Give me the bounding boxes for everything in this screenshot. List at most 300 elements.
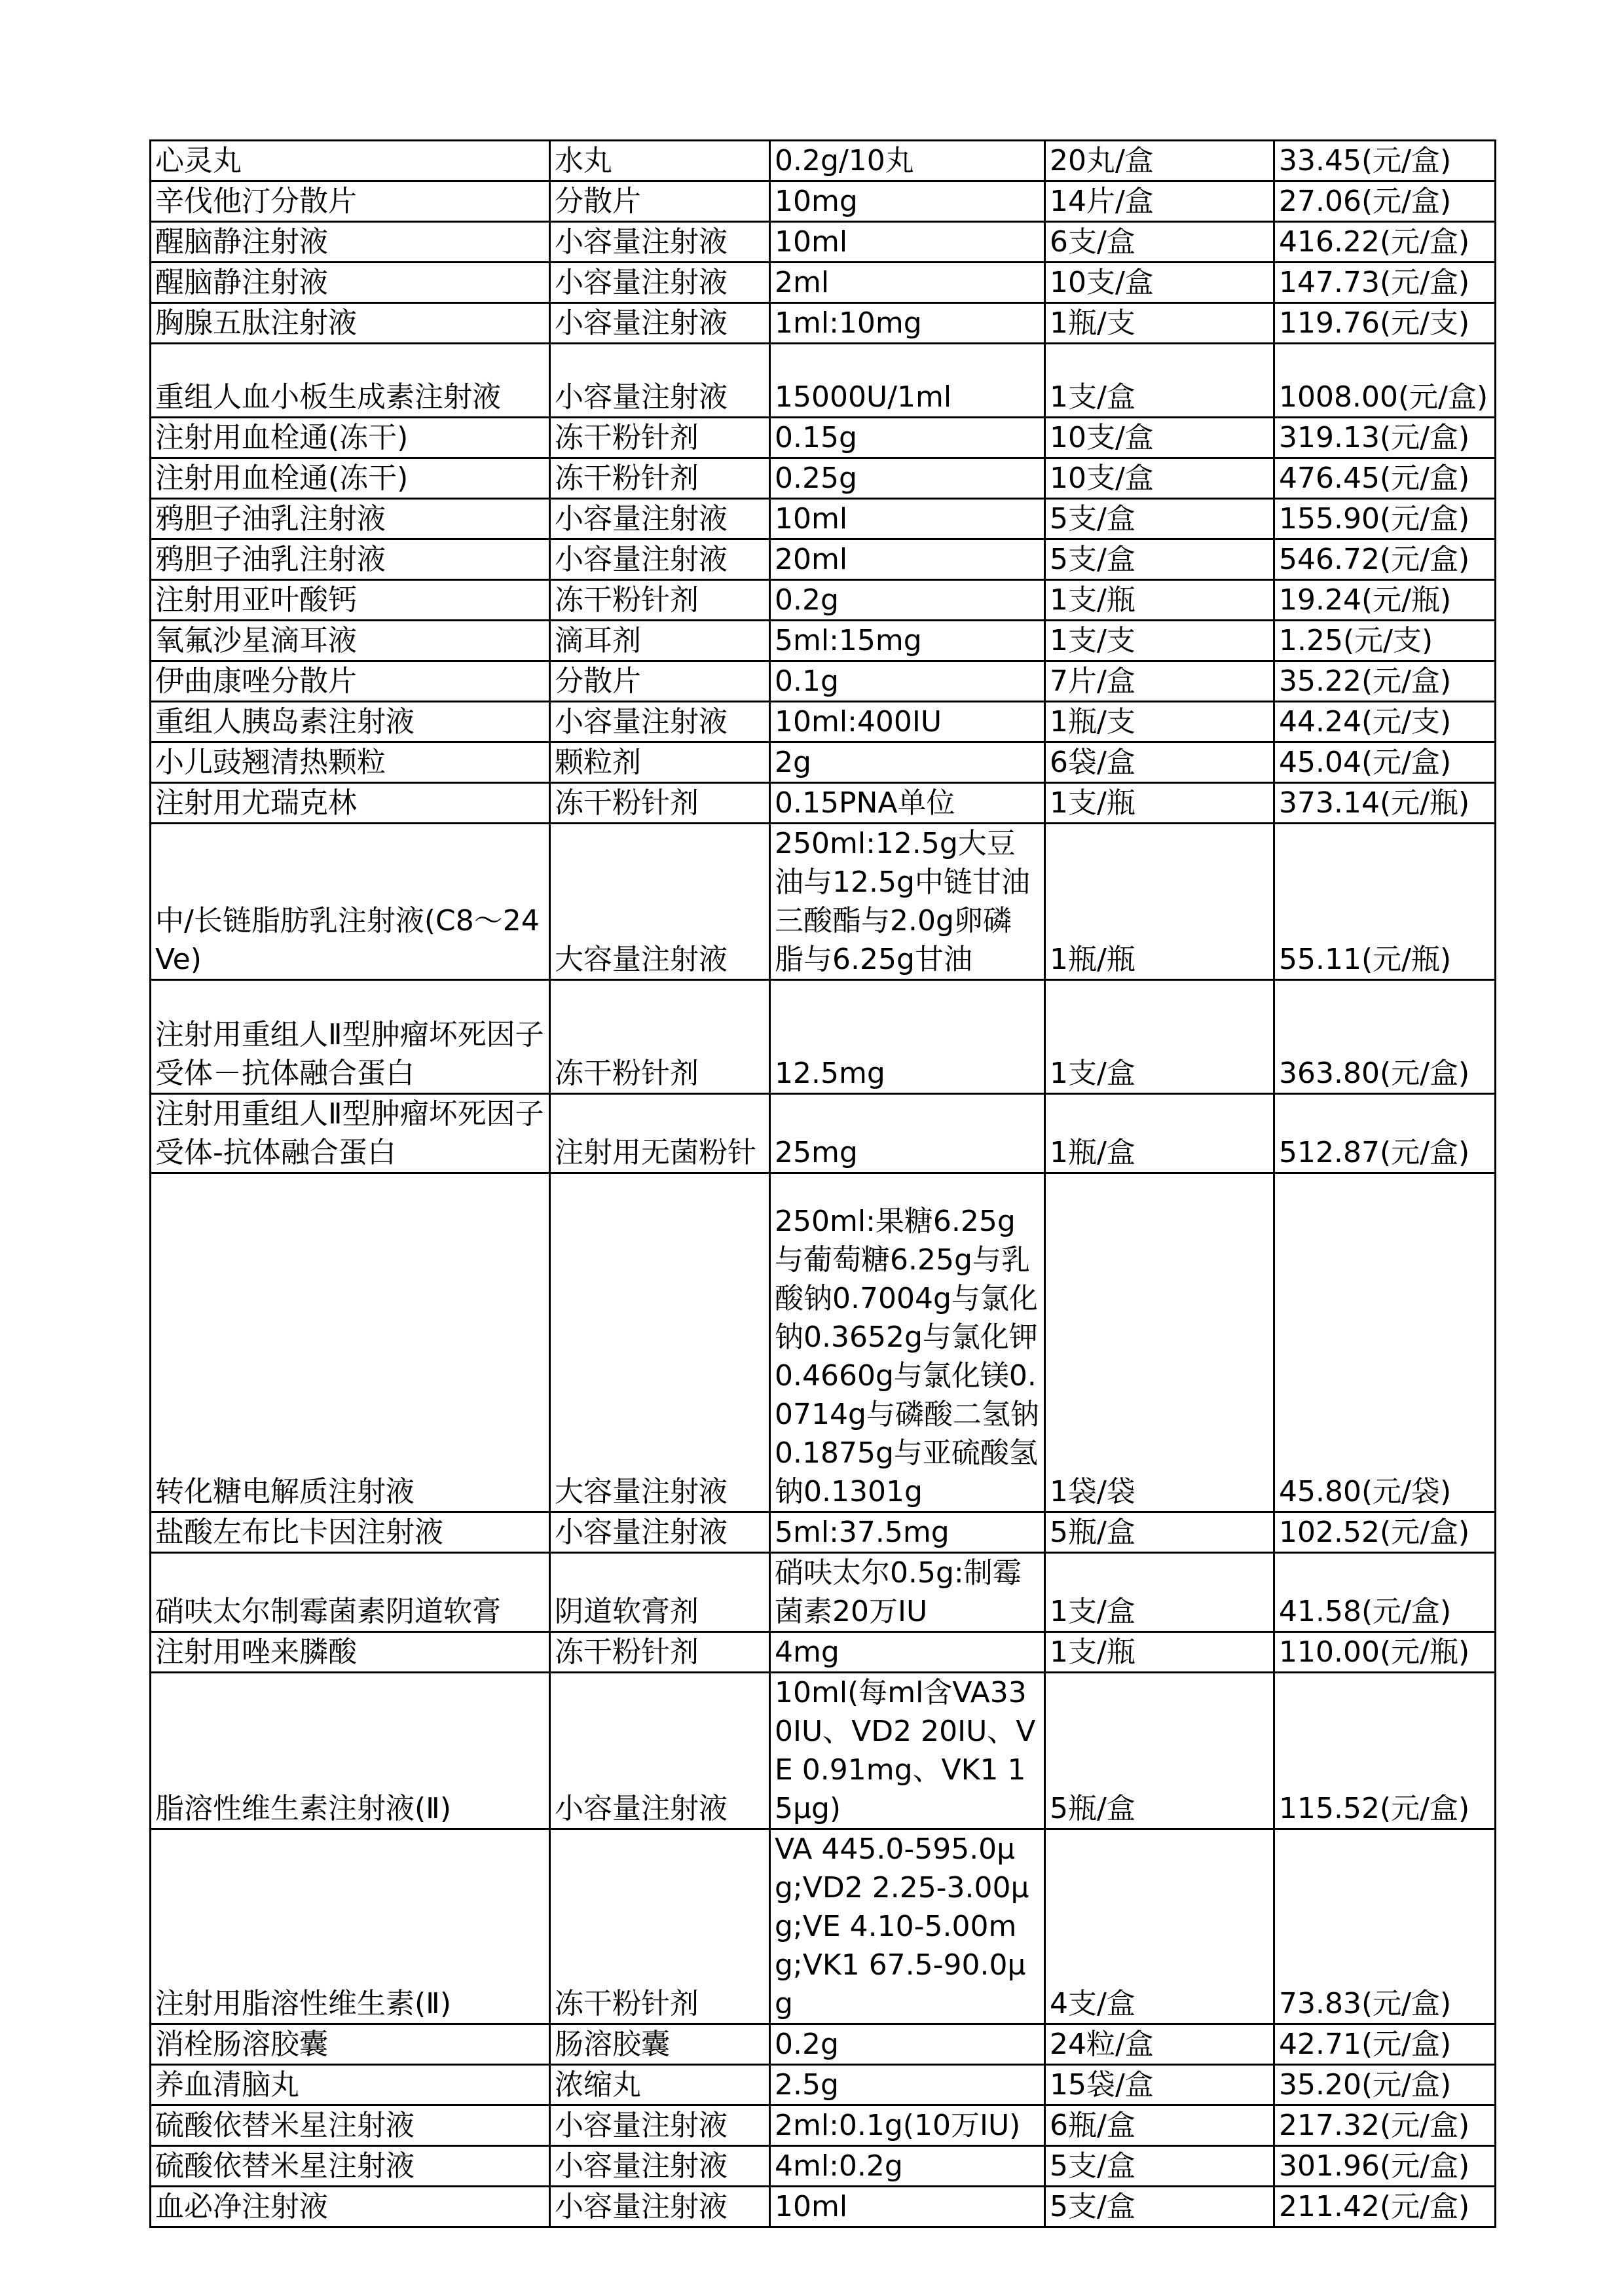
package-cell [1045,499,1274,539]
table-row [151,2187,1496,2227]
dosage-form-cell [550,1553,770,1632]
price-cell [1274,742,1496,783]
specification-cell [770,263,1045,303]
drug-name-cell [151,458,550,499]
drug-name-text: 氧氟沙星滴耳液 [155,624,357,657]
dosage-form-text: 小容量注射液 [555,543,728,576]
specification-cell [770,783,1045,824]
specification-cell [770,980,1045,1094]
specification-cell [770,1173,1045,1512]
price-cell [1274,1632,1496,1673]
package-text: 5瓶/盒 [1050,1516,1135,1549]
drug-name-text: 中/长链脂肪乳注射液(C8～24Ve) [155,904,540,976]
specification-text: 0.2g/10丸 [775,144,914,177]
package-text: 1支/盒 [1050,380,1135,414]
specification-text: 2ml:0.1g(10万IU) [775,2109,1021,2142]
specification-cell [770,458,1045,499]
dosage-form-text: 颗粒剂 [555,746,641,779]
dosage-form-cell [550,458,770,499]
price-text: 35.22(元/盒) [1279,665,1452,698]
price-cell [1274,2146,1496,2187]
package-text: 6支/盒 [1050,225,1135,259]
price-cell [1274,1094,1496,1173]
drug-name-text: 醒脑静注射液 [155,266,328,299]
specification-text: 10ml [775,225,848,259]
package-cell [1045,539,1274,580]
dosage-form-cell [550,141,770,181]
drug-name-text: 辛伐他汀分散片 [155,185,357,218]
package-cell [1045,2065,1274,2105]
specification-cell [770,2065,1045,2105]
specification-cell [770,621,1045,661]
package-cell [1045,263,1274,303]
price-text: 363.80(元/盒) [1279,1057,1470,1090]
dosage-form-text: 小容量注射液 [555,225,728,259]
table-row [151,458,1496,499]
table-row [151,661,1496,702]
price-text: 217.32(元/盒) [1279,2109,1470,2142]
dosage-form-cell [550,824,770,980]
package-cell [1045,344,1274,418]
price-cell [1274,980,1496,1094]
price-cell [1274,303,1496,344]
package-text: 24粒/盒 [1050,2028,1154,2061]
price-text: 476.45(元/盒) [1279,462,1470,495]
dosage-form-text: 冻干粉针剂 [555,462,699,495]
dosage-form-cell [550,980,770,1094]
dosage-form-cell [550,1673,770,1829]
dosage-form-text: 小容量注射液 [555,2190,728,2223]
package-cell [1045,303,1274,344]
drug-name-cell [151,1553,550,1632]
drug-name-text: 养血清脑丸 [155,2068,299,2102]
dosage-form-text: 小容量注射液 [555,1792,728,1825]
price-cell [1274,181,1496,222]
price-text: 27.06(元/盒) [1279,185,1452,218]
price-cell [1274,702,1496,742]
table-row [151,263,1496,303]
specification-cell [770,2024,1045,2065]
drug-name-cell [151,2146,550,2187]
package-text: 4支/盒 [1050,1987,1135,2020]
drug-name-cell [151,580,550,621]
specification-text: 5ml:15mg [775,624,922,657]
price-cell [1274,2105,1496,2146]
price-text: 301.96(元/盒) [1279,2149,1470,2183]
drug-name-text: 注射用脂溶性维生素(Ⅱ) [155,1987,451,2020]
price-text: 155.90(元/盒) [1279,502,1470,536]
dosage-form-cell [550,344,770,418]
package-cell [1045,702,1274,742]
specification-cell [770,499,1045,539]
drug-name-text: 鸦胆子油乳注射液 [155,502,386,536]
package-cell [1045,1094,1274,1173]
price-text: 319.13(元/盒) [1279,421,1470,454]
specification-cell [770,1553,1045,1632]
table-row [151,980,1496,1094]
specification-text: 4ml:0.2g [775,2149,903,2183]
package-text: 5支/盒 [1050,543,1135,576]
specification-text: 10mg [775,185,858,218]
drug-name-cell [151,141,550,181]
table-row [151,621,1496,661]
dosage-form-text: 冻干粉针剂 [555,786,699,820]
specification-text: 15000U/1ml [775,380,952,414]
price-cell [1274,263,1496,303]
price-text: 546.72(元/盒) [1279,543,1470,576]
specification-cell [770,2146,1045,2187]
drug-name-cell [151,783,550,824]
package-text: 5支/盒 [1050,2190,1135,2223]
price-text: 110.00(元/瓶) [1279,1635,1470,1669]
drug-name-cell [151,661,550,702]
drug-table-body [151,141,1496,2227]
package-text: 1袋/袋 [1050,1475,1135,1508]
table-row [151,499,1496,539]
package-text: 1瓶/瓶 [1050,943,1135,976]
specification-text: 10ml [775,2190,848,2223]
drug-name-cell [151,539,550,580]
dosage-form-text: 注射用无菌粉针 [555,1136,756,1169]
dosage-form-cell [550,1512,770,1553]
specification-text: 2.5g [775,2068,839,2102]
package-text: 1瓶/盒 [1050,1136,1135,1169]
drug-name-cell [151,418,550,458]
package-text: 1支/瓶 [1050,583,1135,617]
table-row [151,418,1496,458]
package-cell [1045,1673,1274,1829]
price-text: 147.73(元/盒) [1279,266,1470,299]
drug-name-cell [151,263,550,303]
specification-cell [770,303,1045,344]
price-cell [1274,580,1496,621]
table-row [151,580,1496,621]
table-row [151,1553,1496,1632]
package-text: 10支/盒 [1050,266,1154,299]
dosage-form-text: 冻干粉针剂 [555,1635,699,1669]
specification-cell [770,1512,1045,1553]
package-cell [1045,418,1274,458]
drug-name-cell [151,824,550,980]
price-text: 211.42(元/盒) [1279,2190,1470,2223]
drug-name-text: 注射用尤瑞克林 [155,786,357,820]
drug-name-cell [151,742,550,783]
table-row [151,181,1496,222]
price-text: 1.25(元/支) [1279,624,1433,657]
table-row [151,1829,1496,2024]
drug-name-text: 胸腺五肽注射液 [155,306,357,340]
dosage-form-cell [550,499,770,539]
drug-name-cell [151,222,550,263]
drug-name-cell [151,499,550,539]
dosage-form-text: 分散片 [555,185,641,218]
price-cell [1274,824,1496,980]
package-cell [1045,1512,1274,1553]
package-cell [1045,181,1274,222]
table-row [151,2065,1496,2105]
package-text: 1支/瓶 [1050,786,1135,820]
package-text: 1支/瓶 [1050,1635,1135,1669]
package-cell [1045,742,1274,783]
dosage-form-text: 冻干粉针剂 [555,1057,699,1090]
package-text: 1瓶/支 [1050,306,1135,340]
price-text: 115.52(元/盒) [1279,1792,1470,1825]
specification-text: 2g [775,746,811,779]
dosage-form-cell [550,783,770,824]
package-cell [1045,458,1274,499]
price-text: 55.11(元/瓶) [1279,943,1452,976]
specification-text: 250ml:果糖6.25g与葡萄糖6.25g与乳酸钠0.7004g与氯化钠0.3652g与氯化钾0.4660g与氯化镁0.0714g与磷酸二氢钠0.1875g与亚硫酸氢钠0.1301g [775,1205,1039,1508]
table-row [151,2105,1496,2146]
dosage-form-cell [550,661,770,702]
dosage-form-text: 冻干粉针剂 [555,583,699,617]
drug-name-cell [151,2024,550,2065]
drug-name-text: 鸦胆子油乳注射液 [155,543,386,576]
package-cell [1045,2024,1274,2065]
dosage-form-text: 分散片 [555,665,641,698]
dosage-form-cell [550,303,770,344]
dosage-form-cell [550,621,770,661]
specification-cell [770,344,1045,418]
drug-name-text: 硫酸依替米星注射液 [155,2109,415,2142]
package-text: 5瓶/盒 [1050,1792,1135,1825]
price-text: 1008.00(元/盒) [1279,380,1488,414]
dosage-form-text: 冻干粉针剂 [555,1987,699,2020]
drug-name-cell [151,1512,550,1553]
package-text: 20丸/盒 [1050,144,1154,177]
price-cell [1274,2065,1496,2105]
drug-name-cell [151,1673,550,1829]
dosage-form-cell [550,181,770,222]
price-text: 44.24(元/支) [1279,705,1452,738]
specification-cell [770,418,1045,458]
dosage-form-text: 大容量注射液 [555,1475,728,1508]
specification-text: 10ml(每ml含VA330IU、VD2 20IU、VE 0.91mg、VK1 15μg) [775,1676,1036,1825]
dosage-form-cell [550,2065,770,2105]
price-cell [1274,1512,1496,1553]
package-text: 1瓶/支 [1050,705,1135,738]
drug-name-text: 硝呋太尔制霉菌素阴道软膏 [155,1595,501,1628]
dosage-form-text: 小容量注射液 [555,380,728,414]
drug-name-cell [151,303,550,344]
package-text: 7片/盒 [1050,665,1135,698]
table-row [151,344,1496,418]
price-text: 373.14(元/瓶) [1279,786,1470,820]
dosage-form-text: 小容量注射液 [555,502,728,536]
drug-name-text: 血必净注射液 [155,2190,328,2223]
specification-text: 2ml [775,266,830,299]
dosage-form-text: 小容量注射液 [555,1516,728,1549]
dosage-form-text: 小容量注射液 [555,306,728,340]
drug-name-text: 心灵丸 [155,144,242,177]
specification-cell [770,702,1045,742]
package-cell [1045,661,1274,702]
package-cell [1045,580,1274,621]
price-text: 102.52(元/盒) [1279,1516,1470,1549]
specification-cell [770,824,1045,980]
specification-text: 4mg [775,1635,840,1669]
drug-name-text: 注射用重组人Ⅱ型肿瘤坏死因子受体－抗体融合蛋白 [155,1018,544,1090]
package-cell [1045,980,1274,1094]
package-cell [1045,2105,1274,2146]
specification-text: 250ml:12.5g大豆油与12.5g中链甘油三酸酯与2.0g卵磷脂与6.25g甘油 [775,827,1030,976]
dosage-form-text: 小容量注射液 [555,2109,728,2142]
drug-name-cell [151,2187,550,2227]
table-row [151,1094,1496,1173]
specification-text: 0.2g [775,2028,839,2061]
dosage-form-text: 小容量注射液 [555,2149,728,2183]
package-cell [1045,1829,1274,2024]
dosage-form-cell [550,702,770,742]
dosage-form-cell [550,1173,770,1512]
specification-text: 20ml [775,543,848,576]
package-text: 1支/支 [1050,624,1135,657]
specification-cell [770,222,1045,263]
specification-cell [770,661,1045,702]
package-text: 5支/盒 [1050,2149,1135,2183]
dosage-form-text: 浓缩丸 [555,2068,641,2102]
specification-cell [770,539,1045,580]
drug-name-text: 注射用血栓通(冻干) [155,421,409,454]
package-cell [1045,783,1274,824]
dosage-form-cell [550,222,770,263]
dosage-form-text: 肠溶胶囊 [555,2028,670,2061]
drug-name-cell [151,1829,550,2024]
drug-name-text: 注射用重组人Ⅱ型肿瘤坏死因子受体-抗体融合蛋白 [155,1097,544,1169]
price-text: 119.76(元/支) [1279,306,1470,340]
price-cell [1274,2187,1496,2227]
package-text: 5支/盒 [1050,502,1135,536]
drug-name-cell [151,1632,550,1673]
drug-name-text: 注射用唑来膦酸 [155,1635,357,1669]
package-cell [1045,2187,1274,2227]
price-text: 41.58(元/盒) [1279,1595,1452,1628]
drug-name-text: 脂溶性维生素注射液(Ⅱ) [155,1792,451,1825]
price-cell [1274,1829,1496,2024]
specification-cell [770,580,1045,621]
table-row [151,2024,1496,2065]
specification-cell [770,1673,1045,1829]
table-row [151,742,1496,783]
specification-text: 0.15g [775,421,857,454]
specification-text: 0.25g [775,462,857,495]
specification-text: 5ml:37.5mg [775,1516,950,1549]
specification-cell [770,1829,1045,2024]
specification-cell [770,181,1045,222]
table-row [151,1173,1496,1512]
table-row [151,824,1496,980]
table-row [151,222,1496,263]
package-cell [1045,621,1274,661]
specification-text: 1ml:10mg [775,306,922,340]
price-cell [1274,539,1496,580]
price-cell [1274,418,1496,458]
drug-name-text: 消栓肠溶胶囊 [155,2028,328,2061]
dosage-form-cell [550,263,770,303]
price-text: 19.24(元/瓶) [1279,583,1452,617]
price-cell [1274,458,1496,499]
table-row [151,2146,1496,2187]
price-cell [1274,499,1496,539]
price-text: 45.04(元/盒) [1279,746,1452,779]
package-cell [1045,141,1274,181]
price-text: 42.71(元/盒) [1279,2028,1452,2061]
specification-text: 0.1g [775,665,839,698]
specification-cell [770,1094,1045,1173]
drug-name-cell [151,181,550,222]
price-cell [1274,1173,1496,1512]
dosage-form-text: 水丸 [555,144,612,177]
specification-cell [770,2187,1045,2227]
dosage-form-text: 大容量注射液 [555,943,728,976]
dosage-form-text: 小容量注射液 [555,266,728,299]
package-text: 10支/盒 [1050,462,1154,495]
specification-text: 0.15PNA单位 [775,786,955,820]
package-cell [1045,222,1274,263]
package-text: 6瓶/盒 [1050,2109,1135,2142]
price-text: 73.83(元/盒) [1279,1987,1452,2020]
dosage-form-cell [550,2024,770,2065]
dosage-form-cell [550,580,770,621]
dosage-form-cell [550,742,770,783]
price-cell [1274,1673,1496,1829]
specification-cell [770,742,1045,783]
drug-name-cell [151,1094,550,1173]
package-text: 10支/盒 [1050,421,1154,454]
price-cell [1274,222,1496,263]
dosage-form-cell [550,1632,770,1673]
price-text: 416.22(元/盒) [1279,225,1470,259]
table-row [151,783,1496,824]
dosage-form-text: 冻干粉针剂 [555,421,699,454]
package-cell [1045,1632,1274,1673]
drug-name-cell [151,1173,550,1512]
dosage-form-text: 滴耳剂 [555,624,641,657]
price-cell [1274,621,1496,661]
package-text: 1支/盒 [1050,1057,1135,1090]
price-cell [1274,2024,1496,2065]
table-row [151,702,1496,742]
package-cell [1045,2146,1274,2187]
drug-name-text: 伊曲康唑分散片 [155,665,357,698]
package-cell [1045,1173,1274,1512]
drug-name-text: 小儿豉翘清热颗粒 [155,746,386,779]
drug-name-text: 盐酸左布比卡因注射液 [155,1516,443,1549]
table-row [151,1673,1496,1829]
price-text: 45.80(元/袋) [1279,1475,1452,1508]
drug-name-text: 醒脑静注射液 [155,225,328,259]
specification-cell [770,2105,1045,2146]
dosage-form-cell [550,2187,770,2227]
price-cell [1274,1553,1496,1632]
drug-name-cell [151,702,550,742]
dosage-form-cell [550,1829,770,2024]
dosage-form-text: 小容量注射液 [555,705,728,738]
table-row [151,1632,1496,1673]
drug-name-cell [151,980,550,1094]
dosage-form-cell [550,2146,770,2187]
table-row [151,1512,1496,1553]
table-row [151,141,1496,181]
package-text: 1支/盒 [1050,1595,1135,1628]
drug-name-text: 重组人胰岛素注射液 [155,705,415,738]
table-row [151,539,1496,580]
drug-name-cell [151,621,550,661]
package-text: 6袋/盒 [1050,746,1135,779]
drug-name-text: 注射用血栓通(冻干) [155,462,409,495]
specification-text: VA 445.0-595.0μg;VD2 2.25-3.00μg;VE 4.10-5.00mg;VK1 67.5-90.0μg [775,1832,1029,2020]
specification-cell [770,1632,1045,1673]
